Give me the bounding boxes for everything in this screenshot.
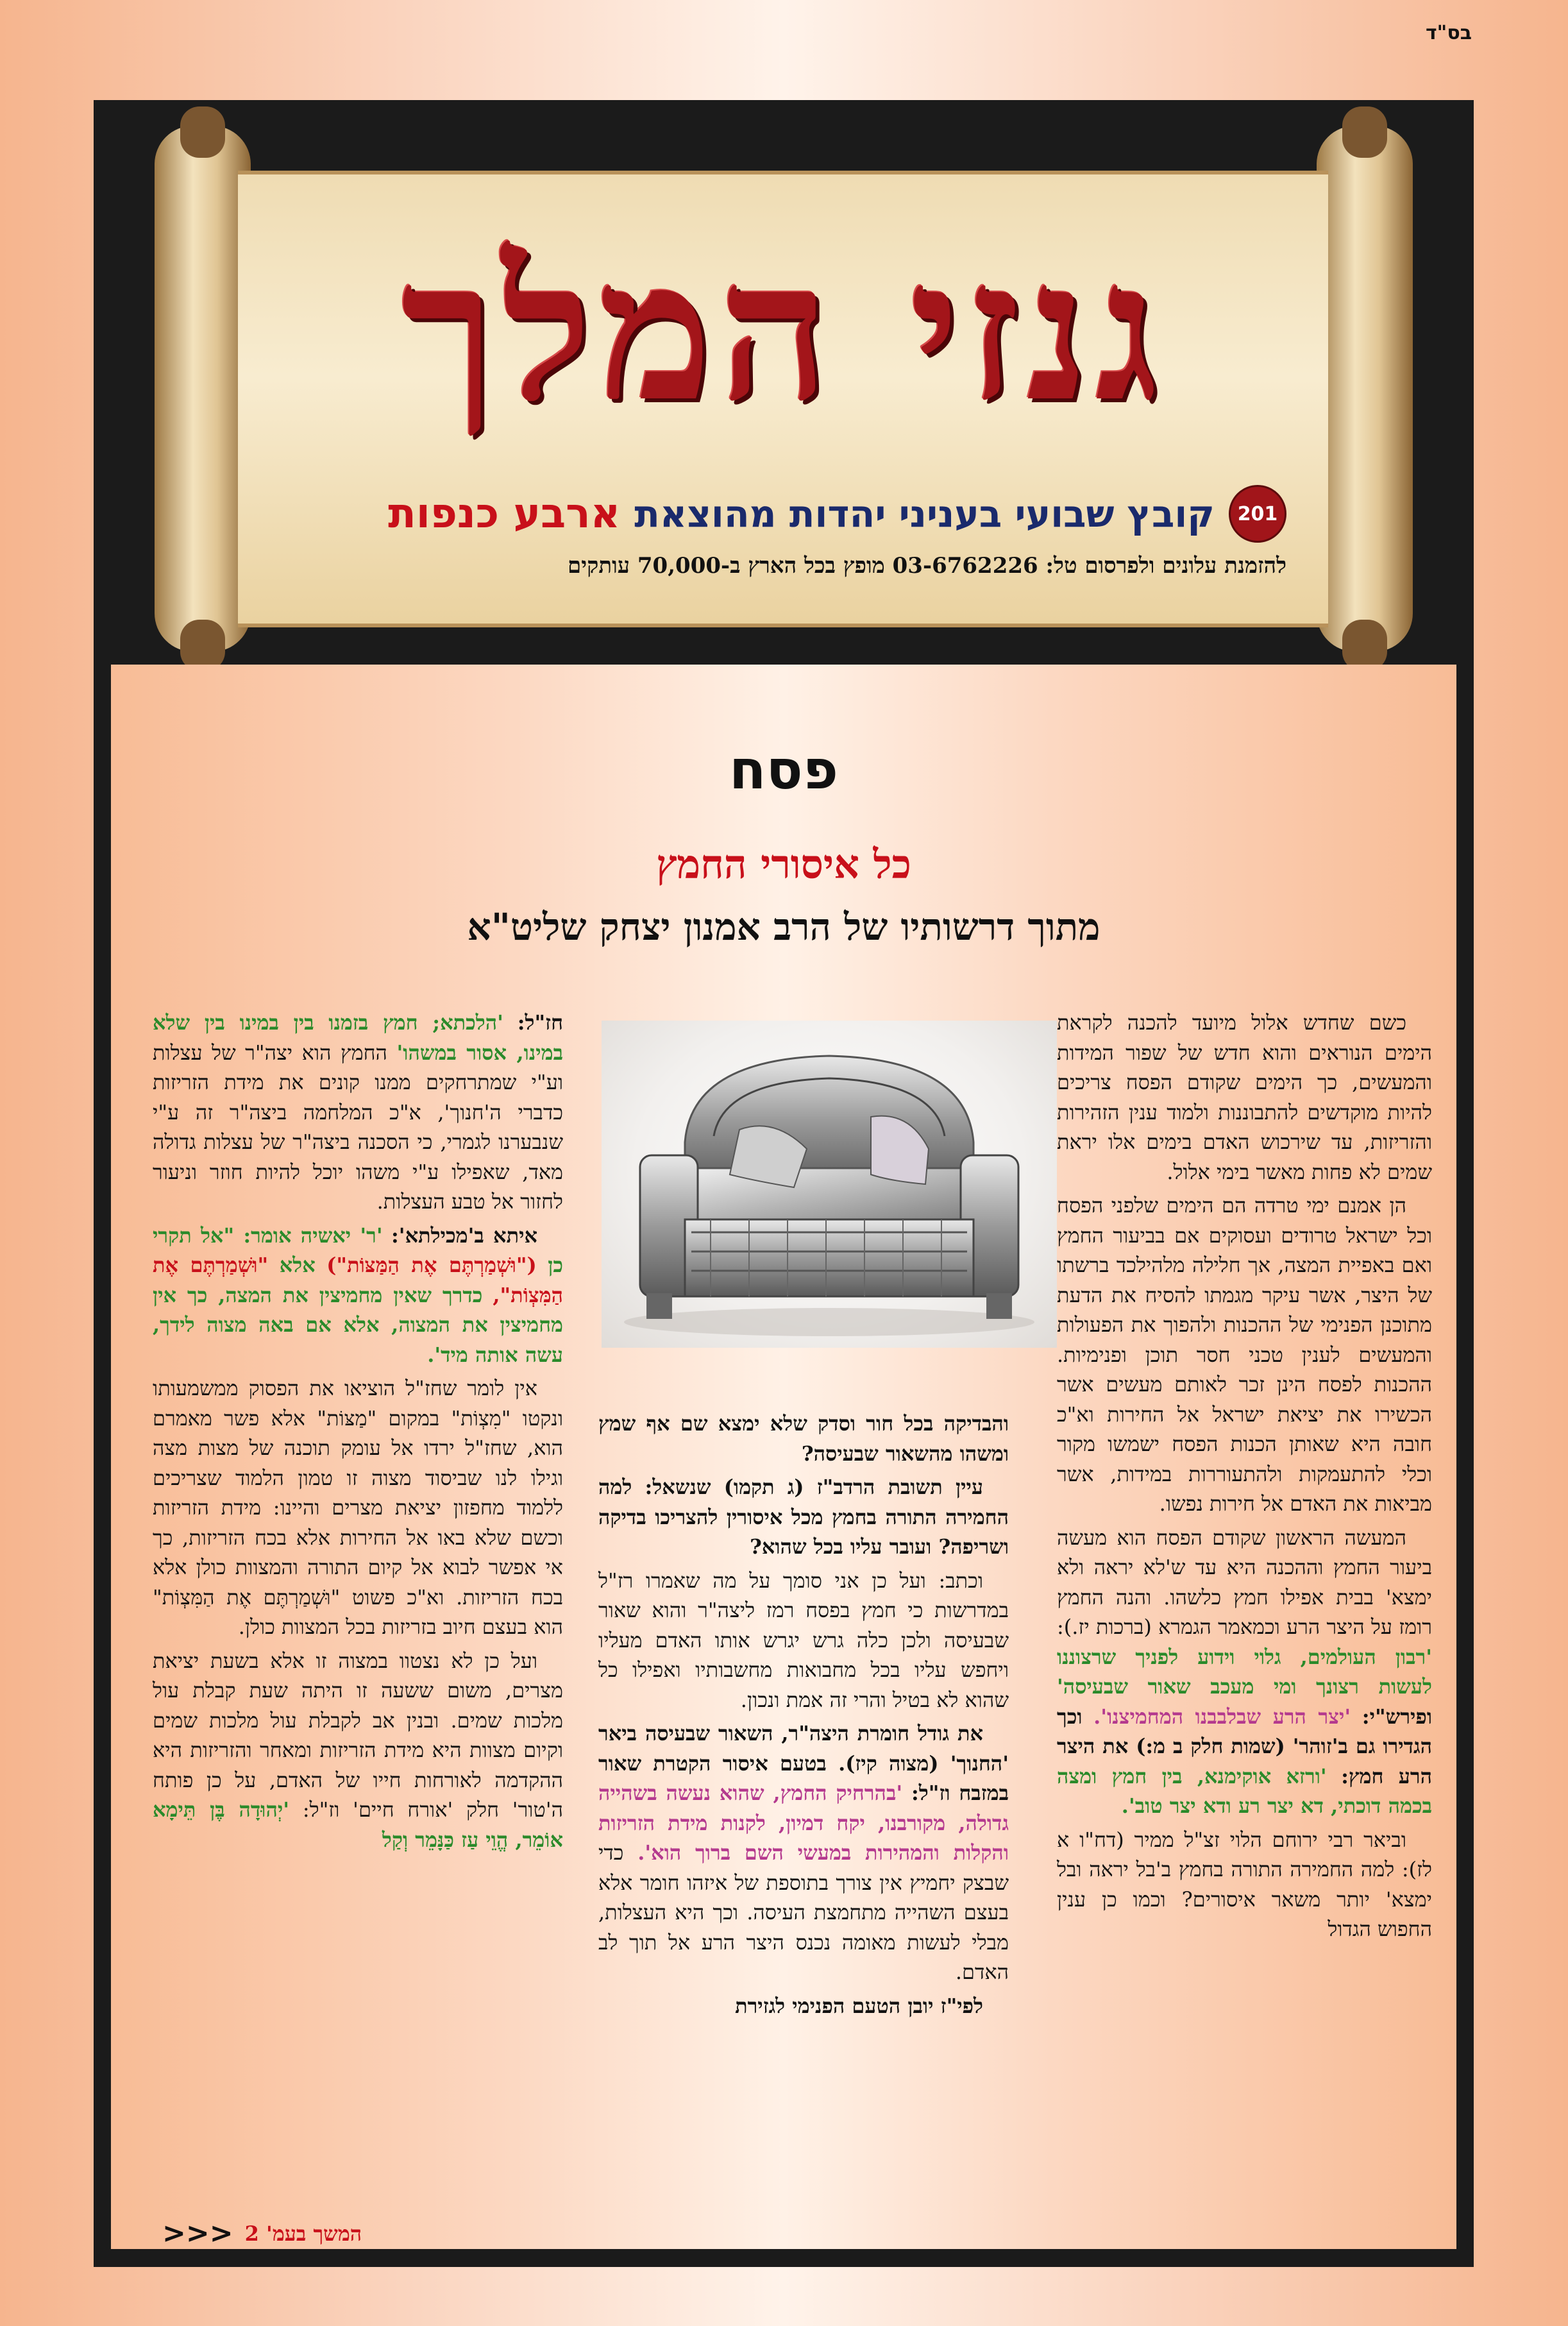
scroll-knob	[1342, 620, 1387, 665]
masthead	[94, 100, 1474, 665]
quote: 'הלכתא; חמץ בזמנו בין במינו בין שלא במינו, אסור במשהו'	[153, 1010, 563, 1065]
paragraph-text: החמץ הוא יצה"ר של עצלות וע"י שמתרחקים ממנו קונים את מידת הזריזות כדברי ה'חנוך', א"כ המלחמה ביצה"ר זה ע"י שנבערנו לגמרי, כי הסכנה ביצה"ר של עצלות גדולה מאד, שאפילו ע"י משהו יוכל להיות חוזר וניעור לחזור אל טבע העצלות.	[153, 1040, 563, 1214]
paragraph	[153, 1008, 563, 1217]
quote: אלא	[279, 1253, 316, 1277]
issue-number-badge: 201	[1229, 485, 1286, 543]
scroll-roll-left	[155, 126, 251, 652]
article-area	[111, 665, 1456, 2249]
quote: 'ורזא אוקימנא, בין חמץ ומצה בכמה דוכתי, דא יצר רע ודא יצר טוב'.	[1057, 1763, 1432, 1818]
column-middle	[598, 1409, 1009, 2025]
silver-couch-icon	[602, 1021, 1057, 1348]
scroll-roll-right	[1317, 126, 1413, 652]
paragraph-text: חז"ל:	[517, 1010, 564, 1035]
quote: ("וּשְׁמַרְתֶּם אֶת הַמַּצּוֹת")	[326, 1253, 537, 1277]
paragraph-text: את גודל חומרת היצה"ר, השאור שבעיסה ביאר 'החנוך' (מצוה קיז). בטעם איסור הקטרת שאור במזבח וז"ל:	[598, 1721, 1009, 1805]
paragraph-text: ועל כן לא נצטוו במצוה זו אלא בשעת יציאת מצרים, משום ששעה זו היתה שעת קבלת עול מלכות שמים. ובנין אב לקבלת עול מלכות שמים וקיום מצוות היא מידת הזריזות ומאחר והזריזות היא ההקדמה לאורחות חייו של האדם, על כן פותח ה'טור' חלק 'אורח חיים' וז"ל:	[153, 1648, 564, 1822]
page-marker: בס"ד	[1426, 22, 1472, 44]
paragraph-text: ופירש"י:	[1361, 1704, 1433, 1729]
quote: 'ר' יאשיה אומר: "אל תקרי כן	[153, 1223, 564, 1277]
paragraph-text: וכך הגדירו גם ב'זוהר' (שמות חלק ב מ:) את היצר הרע חמץ:	[1057, 1704, 1433, 1788]
paragraph	[598, 1719, 1009, 1987]
quote: 'בהרחיק החמץ, שהוא נעשה בשהייה גדולה, מקורבנו, יקח דמיון, לקנות מידת הזריזות והקלות והמהירות במעשי השם ברוך הוא'.	[598, 1781, 1009, 1865]
paragraph	[1057, 1523, 1432, 1821]
seder-couch-photo	[602, 1021, 1057, 1348]
quote: 'רבון העולמים, גלוי וידוע לפניך שרצוננו לעשות רצונך ומי מעכב שאור שבעיסה'	[1057, 1644, 1432, 1699]
page-frame	[94, 100, 1474, 2267]
article-headline: כל איסורי החמץ	[656, 841, 911, 888]
paragraph: עיין תשובת הרדב"ז (ג תקמו) שנשאל: למה החמירה התורה בחמץ מכל איסורין להצריכו בדיקה ושריפה? ועובר עליו בכל שהוא?	[598, 1475, 1009, 1559]
column-left	[153, 1008, 563, 1858]
scroll-knob	[180, 106, 225, 158]
paragraph-text: המעשה הראשון שקודם הפסח הוא מעשה ביעור החמץ וההכנה היא עד ש'לא יראה ולא ימצא' בבית אפילו חמץ כלשהו. והנה החמץ רומז על היצר הרע וכמאמר הגמרא (ברכות יז.):	[1057, 1525, 1432, 1639]
paragraph: וכתב: ועל כן אני סומך על מה שאמרו רז"ל במדרשות כי חמץ בפסח רמז ליצה"ר והוא שאור שבעיסה ולכן כלה גרש יגרש אותו האדם מעליו ויחפש עליו בכל מחבואות מחשבותיו ואפילו כל שהוא לא בטיל והרי זה אמת ונכון.	[598, 1568, 1009, 1712]
masthead-subtitle-row	[286, 485, 1286, 543]
continued-note	[162, 2217, 362, 2250]
paragraph	[153, 1646, 563, 1855]
paragraph: הן אמנם ימי טרדה הם הימים שלפני הפסח וכל ישראל טרודים ועסוקים אם בביעור החמץ ואם באפיית המצה, אך חלילה מלהילכד ברשתו של היצר, אשר עיקר מגמתו להסיח את הדעת מתוכנן הפנימי של ההכנות ולהפוך את הפעולות והמעשים לענין טכני חסר תוכן ופנימיות. ההכנות לפסח הינן זכר לאותם מעשים אשר הכשירו את יציאת ישראל אל החירות וא"כ חובה היא שאותן הכנות הפסח ישמשו מקור וכלי להתעמקות ולהתעוררות במידות, אשר מביאות את האדם אל חירות נפשו.	[1057, 1193, 1432, 1516]
arrows-icon: <<<	[162, 2217, 233, 2250]
quote: 'יצר הרע שבלבבנו המחמיצנו'.	[1093, 1704, 1351, 1729]
scroll-knob	[1342, 106, 1387, 158]
quote: כדרך שאין מחמיצין את המצה, כך אין מחמיצין את המצוה, אלא אם באה מצוה לידך, עשה אותה מיד'.	[153, 1282, 563, 1367]
scroll-knob	[180, 620, 225, 665]
article-byline: מתוך דרשותיו של הרב אמנון יצחק שליט"א	[467, 905, 1100, 949]
masthead-title: גנזי המלך	[401, 217, 1165, 444]
publisher-logo: ארבע כנפות	[388, 490, 621, 538]
paragraph: אין לומר שחז"ל הוציאו את הפסוק ממשמעותו ונקטו "מִצְוֹת" במקום "מַצּוֹת" אלא פשר מאמרם הוא, שחז"ל ירדו אל עומק תוכנה של מצות מצה וגילו לנו שביסוד מצוה זו טמון הלמוד שצריכים ללמוד מחפזון יציאת מצרים והיינו: מידת הזריזות וכשם שלא באו אל החירות אלא בכח הזריזות, כך אי אפשר לבוא אל קיום התורה והמצוות כולן אלא בכח הזריזות. וא"כ פשוט "וּשְׁמַרְתֶּם אֶת הַמִּצְוֹת" הוא בעצם חיוב בזריזות בכל המצוות כולן.	[153, 1376, 563, 1639]
masthead-subtitle: קובץ שבועי בעניני יהדות מהוצאת	[634, 492, 1215, 536]
continued-label: המשך בעמ' 2	[244, 2221, 362, 2246]
paragraph: לפי"ז יובן הטעם הפנימי לגזירת	[735, 1993, 983, 2018]
quote: "וּשְׁמַרְתֶּם אֶת הַמִּצְוֹת",	[153, 1253, 564, 1307]
paragraph: והבדיקה בכל חור וסדק שלא ימצא שם אף שמץ ומשהו מהשאור שבעיסה?	[598, 1411, 1009, 1466]
paragraph-text: כדי שבצק יחמיץ אין צורך בתוספת של איזהו חומר אלא בעצם השהייה מתחמצת העיסה. וכך היא העצלות, מבלי לעשות מאומה נכנס היצר הרע אל תוך לב האדם.	[598, 1840, 1009, 1984]
quote: 'יְהוּדָה בֶּן תֵּימָא אוֹמֵר, הֱוֵי עַז כַּנָּמֵר וְקַל	[153, 1797, 563, 1852]
column-right	[1057, 1008, 1432, 1948]
section-title: פסח	[729, 738, 839, 801]
contact-line: להזמנת עלונים ולפרסום טל: 03-6762226 מופץ בכל הארץ ב-70,000 עותקים	[568, 553, 1286, 579]
paragraph-text: איתא ב'מכילתא':	[391, 1223, 538, 1248]
paragraph: וביאר רבי ירוחם הלוי זצ"ל ממיר (דח"ו א לז): למה החמירה התורה בחמץ ב'בל יראה ובל ימצא' יותר משאר איסורים? וכמו כן ענין החפוש הגדול	[1057, 1827, 1432, 1941]
paragraph: כשם שחדש אלול מיועד להכנה לקראת הימים הנוראים והוא חדש של שפור המידות והמעשים, כך הימים שקודם הפסח צריכים להיות מוקדשים להתבוננות ולמוד ענין הזהירות והזריזות, עד שירכוש האדם בימים אלו יראת שמים לא פחות מאשר בימי אלול.	[1057, 1010, 1432, 1184]
paragraph	[153, 1221, 563, 1370]
